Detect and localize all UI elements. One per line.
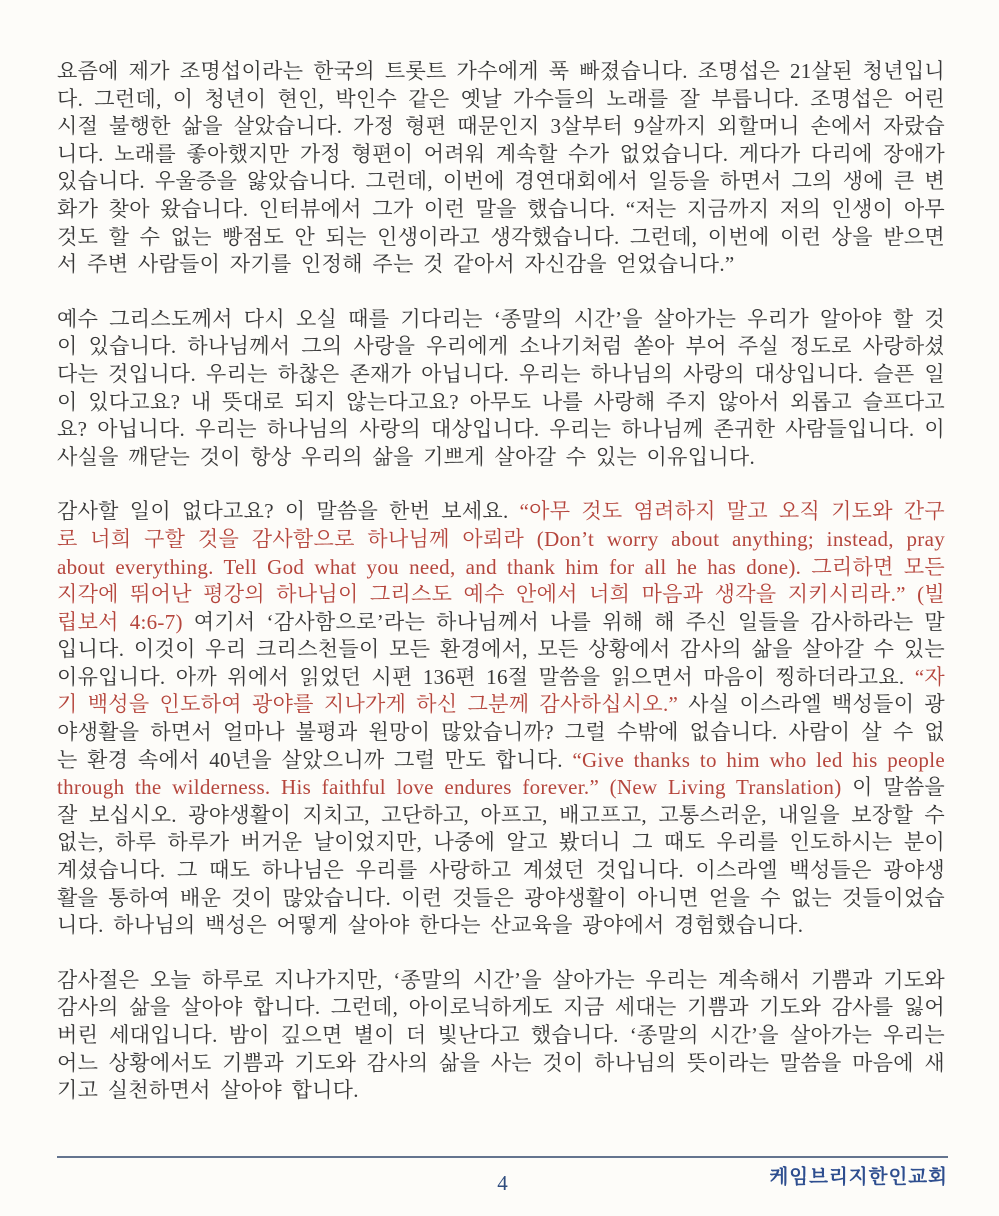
body-text-segment: 감사할 일이 없다고요? 이 말씀을 한번 보세요. [57, 499, 520, 524]
paragraph-4 [57, 967, 945, 1105]
sermon-body [57, 58, 945, 1105]
paragraph-3 [57, 498, 945, 940]
body-text-segment: 여기서 ‘감사함으로’라는 하나님께서 나를 위해 해 주신 일들을 감사하라는 말입니다. 이것이 우리 크리스천들이 모든 환경에서, 모든 상황에서 감사의 삶을 살아갈 수 있는 이유입니다. 아까 위에서 읽었던 시편 136편 16절 말씀을 읽으면서 마음이 찡하더라고요. [57, 609, 945, 689]
body-text-segment: 사실 이스라엘 백성들이 광야생활을 하면서 얼마나 불평과 원망이 많았습니까? 그럴 수밖에 없습니다. 사람이 살 수 없는 환경 속에서 40년을 살았으니까 그럴 만도 합니다. [57, 692, 945, 772]
scripture-quote-psalm: “자기 백성을 인도하여 광야를 지나가게 하신 그분께 감사하십시오.” [57, 664, 945, 717]
paragraph-1 [57, 58, 945, 279]
footer-church-name: 케임브리지한인교회 [769, 1167, 948, 1188]
scripture-quote-philippians: “아무 것도 염려하지 말고 오직 기도와 간구로 너희 구할 것을 감사함으로 하나님께 아뢰라 (Don’t worry about anything; instead, pray about everything. Tell God what you need, and thank him for all he has done). 그리하면 모든 지각에 뛰어난 평강의 하나님이 그리스도 예수 안에서 너희 마음과 생각을 지키시리라.” (빌립보서 4:6-7) [57, 499, 945, 634]
body-text-segment: 감사절은 오늘 하루로 지나가지만, ‘종말의 시간’을 살아가는 우리는 계속해서 기쁨과 기도와 감사의 삶을 살아야 합니다. 그런데, 아이로닉하게도 지금 세대는 기쁨과 기도와 감사를 잃어버린 세대입니다. 밤이 깊으면 별이 더 빛난다고 했습니다. ‘종말의 시간’을 살아가는 우리는 어느 상황에서도 기쁨과 기도와 감사의 삶을 사는 것이 하나님의 뜻이라는 말씀을 마음에 새기고 실천하면서 살아야 합니다. [57, 967, 945, 1103]
scripture-quote-nlt: “Give thanks to him who led his people through the wilderness. His faithful love endures forever.” (New Living Translation) [57, 747, 945, 800]
paragraph-2 [57, 306, 945, 472]
body-text-segment: 이 말씀을 잘 보십시오. 광야생활이 지치고, 고단하고, 아프고, 배고프고, 고통스러운, 내일을 보장할 수 없는, 하루 하루가 버거운 날이었지만, 나중에 알고 봤더니 그 때도 우리를 인도하시는 분이 계셨습니다. 그 때도 하나님은 우리를 사랑하고 계셨던 것입니다. 이스라엘 백성들은 광야생활을 통하여 배운 것이 많았습니다. 이런 것들은 광야생활이 아니면 얻을 수 없는 것들이었습니다. 하나님의 백성은 어떻게 살아야 한다는 산교육을 광야에서 경험했습니다. [57, 775, 945, 938]
body-text-segment: 예수 그리스도께서 다시 오실 때를 기다리는 ‘종말의 시간’을 살아가는 우리가 알아야 할 것이 있습니다. 하나님께서 그의 사랑을 우리에게 소나기처럼 쏟아 부어 주실 정도로 사랑하셨다는 것입니다. 우리는 하찮은 존재가 아닙니다. 우리는 하나님의 사랑의 대상입니다. 슬픈 일이 있다고요? 내 뜻대로 되지 않는다고요? 아무도 나를 사랑해 주지 않아서 외롭고 슬프다고요? 아닙니다. 우리는 하나님의 사랑의 대상입니다. 우리는 하나님께 존귀한 사람들입니다. 이 사실을 깨닫는 것이 항상 우리의 삶을 기쁘게 살아갈 수 있는 이유입니다. [57, 306, 945, 469]
page-footer [57, 1156, 948, 1195]
body-text-segment: 요즘에 제가 조명섭이라는 한국의 트롯트 가수에게 푹 빠졌습니다. 조명섭은 21살된 청년입니다. 그런데, 이 청년이 현인, 박인수 같은 옛날 가수들의 노래를 잘 부릅니다. 조명섭은 어린 시절 불행한 삶을 살았습니다. 가정 형편 때문인지 3살부터 9살까지 외할머니 손에서 자랐습니다. 노래를 좋아했지만 가정 형편이 어려워 계속할 수가 없었습니다. 게다가 다리에 장애가 있습니다. 우울증을 앓았습니다. 그런데, 이번에 경연대회에서 일등을 하면서 그의 생에 큰 변화가 찾아 왔습니다. 인터뷰에서 그가 이런 말을 했습니다. “저는 지금까지 저의 인생이 아무 것도 할 수 없는 빵점도 안 되는 인생이라고 생각했습니다. 그런데, 이번에 이런 상을 받으면서 주변 사람들이 자기를 인정해 주는 것 같아서 자신감을 얻었습니다.” [57, 59, 945, 277]
page-number: 4 [497, 1171, 508, 1195]
footer-divider [57, 1156, 948, 1158]
